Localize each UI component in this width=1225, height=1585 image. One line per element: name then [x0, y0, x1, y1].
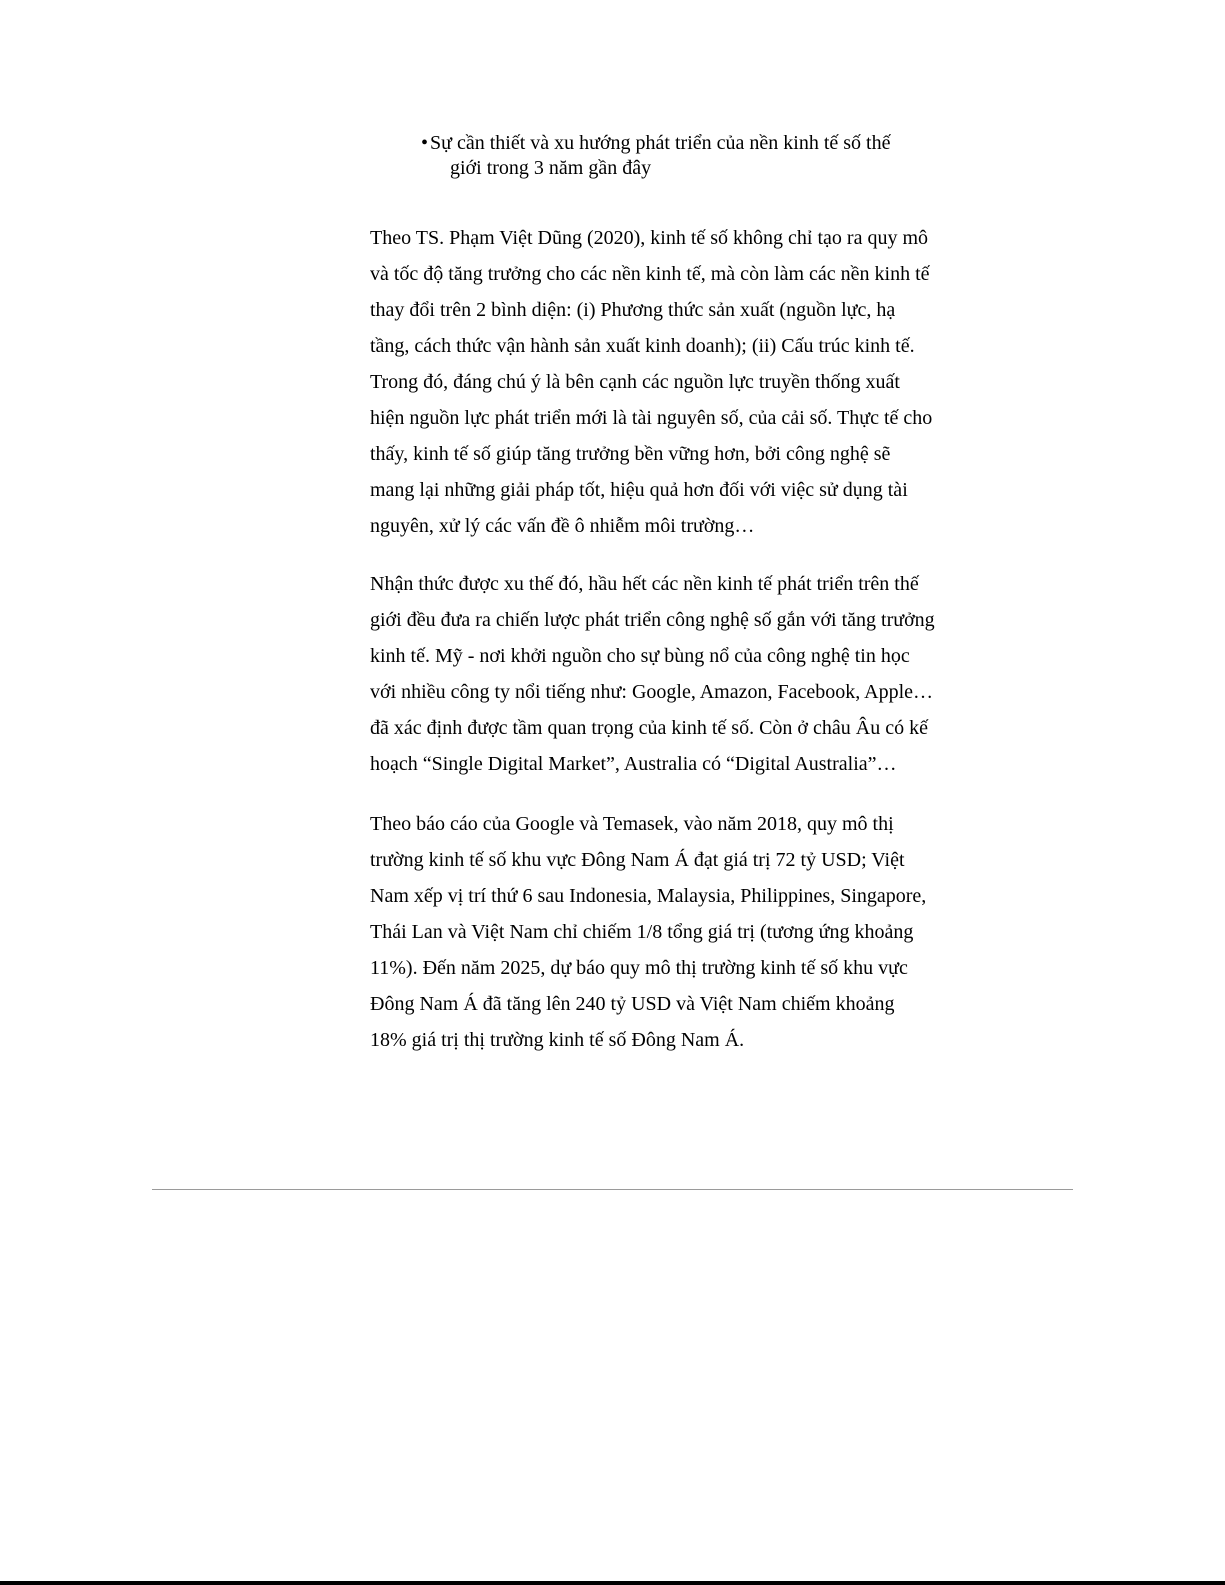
paragraph-line: tầng, cách thức vận hành sản xuất kinh doanh); (ii) Cấu trúc kinh tế.	[370, 335, 915, 357]
paragraph-line: với nhiều công ty nổi tiếng như: Google, Amazon, Facebook, Apple…	[370, 681, 933, 703]
paragraph-3	[370, 806, 970, 1058]
paragraph-2	[370, 566, 970, 782]
bullet-point: •	[421, 132, 429, 154]
paragraph-line: Trong đó, đáng chú ý là bên cạnh các nguồn lực truyền thống xuất	[370, 371, 900, 393]
heading-line-1: Sự cần thiết và xu hướng phát triển của nền kinh tế số thế	[430, 132, 891, 154]
paragraph-1	[370, 220, 970, 544]
paragraph-line: hoạch “Single Digital Market”, Australia có “Digital Australia”…	[370, 753, 897, 775]
paragraph-line: hiện nguồn lực phát triển mới là tài nguyên số, của cải số. Thực tế cho	[370, 407, 933, 429]
page-bottom-edge	[0, 1581, 1225, 1585]
paragraph-line: Đông Nam Á đã tăng lên 240 tỷ USD và Việt Nam chiếm khoảng	[370, 993, 895, 1015]
paragraph-line: và tốc độ tăng trưởng cho các nền kinh tế, mà còn làm các nền kinh tế	[370, 263, 930, 285]
paragraph-line: thay đổi trên 2 bình diện: (i) Phương thức sản xuất (nguồn lực, hạ	[370, 299, 896, 321]
paragraph-line: Nhận thức được xu thế đó, hầu hết các nền kinh tế phát triển trên thế	[370, 573, 919, 595]
paragraph-line: giới đều đưa ra chiến lược phát triển công nghệ số gắn với tăng trưởng	[370, 609, 935, 631]
paragraph-line: 11%). Đến năm 2025, dự báo quy mô thị trường kinh tế số khu vực	[370, 957, 908, 979]
paragraph-line: Theo TS. Phạm Việt Dũng (2020), kinh tế số không chỉ tạo ra quy mô	[370, 227, 928, 249]
heading-line-2: giới trong 3 năm gần đây	[450, 157, 652, 179]
section-heading	[421, 131, 941, 181]
paragraph-line: thấy, kinh tế số giúp tăng trưởng bền vững hơn, bởi công nghệ sẽ	[370, 443, 891, 465]
paragraph-line: kinh tế. Mỹ - nơi khởi nguồn cho sự bùng nổ của công nghệ tin học	[370, 645, 910, 667]
paragraph-line: trường kinh tế số khu vực Đông Nam Á đạt giá trị 72 tỷ USD; Việt	[370, 849, 905, 871]
paragraph-line: Theo báo cáo của Google và Temasek, vào năm 2018, quy mô thị	[370, 813, 894, 835]
paragraph-line: đã xác định được tầm quan trọng của kinh tế số. Còn ở châu Âu có kế	[370, 717, 928, 739]
page-divider	[152, 1189, 1073, 1190]
paragraph-line: Nam xếp vị trí thứ 6 sau Indonesia, Malaysia, Philippines, Singapore,	[370, 885, 927, 907]
paragraph-line: nguyên, xử lý các vấn đề ô nhiễm môi trường…	[370, 515, 755, 537]
paragraph-line: 18% giá trị thị trường kinh tế số Đông Nam Á.	[370, 1029, 745, 1051]
paragraph-line: mang lại những giải pháp tốt, hiệu quả hơn đối với việc sử dụng tài	[370, 479, 908, 501]
paragraph-line: Thái Lan và Việt Nam chỉ chiếm 1/8 tổng giá trị (tương ứng khoảng	[370, 921, 914, 943]
